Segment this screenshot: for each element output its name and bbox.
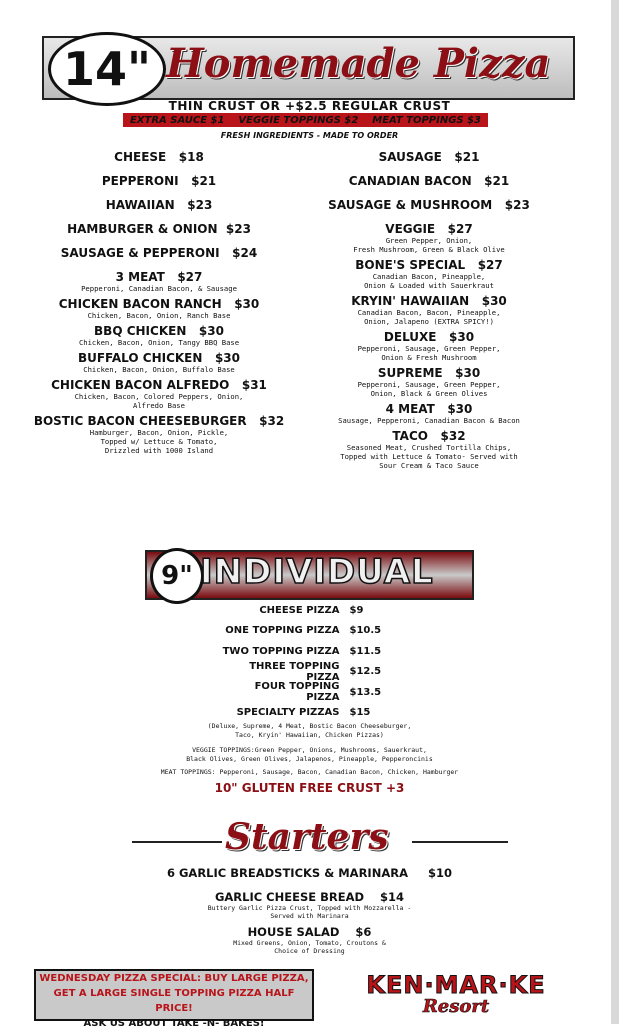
individual-item-name: ONE TOPPING PIZZA <box>225 625 340 637</box>
starters-list <box>0 866 619 960</box>
kenmarke-resort-logo <box>360 972 552 1016</box>
menu-item-name: CHICKEN BACON RANCH $30 <box>58 297 260 311</box>
menu-item-name: BONE'S SPECIAL $27 <box>355 258 503 272</box>
menu-item-name: CHICKEN BACON ALFREDO $31 <box>51 378 267 392</box>
menu-item-name: HAMBURGER & ONION $23 <box>67 222 251 236</box>
menu-item-description: Chicken, Bacon, Onion, Ranch Base <box>87 311 231 320</box>
menu-item-description: Hamburger, Bacon, Onion, Pickle, Topped w/ Lettuce & Tomato, Drizzled with 1000 Island <box>89 428 229 455</box>
menu-item-name: BBQ CHICKEN $30 <box>94 324 224 338</box>
menu-item <box>14 150 304 164</box>
menu-item-name: HOUSE SALAD $6 <box>247 925 372 939</box>
meat-toppings-list: MEAT TOPPINGS: Pepperoni, Sausage, Bacon, Canadian Bacon, Chicken, Hamburger <box>160 768 459 776</box>
menu-item-description: Canadian Bacon, Bacon, Pineapple, Onion, Jalapeno (EXTRA SPICY!) <box>357 308 501 326</box>
menu-item-name: SAUSAGE & PEPPERONI $24 <box>60 246 258 260</box>
individual-title: INDIVIDUAL <box>200 552 434 592</box>
divider-left <box>132 841 222 843</box>
menu-item-name: TACO $32 <box>392 429 466 443</box>
menu-item <box>284 174 574 188</box>
menu-item <box>0 925 619 955</box>
menu-item-name: DELUXE $30 <box>383 330 475 344</box>
menu-item-description: Pepperoni, Canadian Bacon, & Sausage <box>81 284 237 293</box>
menu-item-name: CHEESE $18 <box>114 150 204 164</box>
menu-item <box>0 890 619 920</box>
menu-item <box>284 402 574 425</box>
menu-item <box>284 330 574 362</box>
menu-item <box>14 174 304 188</box>
menu-item <box>14 378 304 410</box>
menu-item-description: Pepperoni, Sausage, Green Pepper, Onion, Black & Green Olives <box>357 380 501 398</box>
menu-item-description: Buttery Garlic Pizza Crust, Topped with Mozzarella - Served with Marinara <box>207 904 412 920</box>
fresh-ingredients-note: FRESH INGREDIENTS - MADE TO ORDER <box>220 131 399 140</box>
menu-item <box>14 270 304 293</box>
menu-item <box>0 866 619 880</box>
menu-item-description: Chicken, Bacon, Onion, Buffalo Base <box>83 365 235 374</box>
menu-item <box>14 324 304 347</box>
right-pizza-column <box>284 150 574 474</box>
individual-item-name: SPECIALTY PIZZAS <box>236 707 340 719</box>
menu-item <box>14 198 304 212</box>
menu-item-name: HAWAIIAN $23 <box>105 198 213 212</box>
individual-price-row <box>0 703 619 724</box>
menu-item <box>14 297 304 320</box>
individual-price-row <box>0 600 619 621</box>
menu-item-description: Chicken, Bacon, Colored Peppers, Onion, Alfredo Base <box>74 392 244 410</box>
logo-bottom-text: Resort <box>422 996 490 1017</box>
individual-item-name: THREE TOPPING PIZZA <box>249 660 340 683</box>
menu-item <box>284 294 574 326</box>
menu-item-name: SAUSAGE & MUSHROOM $23 <box>328 198 530 212</box>
individual-item-price: $13.5 <box>349 686 382 698</box>
menu-item <box>14 222 304 236</box>
take-n-bake-line: ASK US ABOUT TAKE -N- BAKES! <box>83 1018 265 1029</box>
crust-options: THIN CRUST OR +$2.5 REGULAR CRUST <box>168 99 451 113</box>
menu-item <box>14 351 304 374</box>
size-badge-14: 14" <box>48 32 166 106</box>
special-line-1: WEDNESDAY PIZZA SPECIAL: BUY LARGE PIZZA, <box>39 973 309 984</box>
individual-item-name: TWO TOPPING PIZZA <box>222 645 340 657</box>
individual-item-name: FOUR TOPPING PIZZA <box>254 681 340 704</box>
menu-item <box>14 414 304 455</box>
menu-item-name: PEPPERONI $21 <box>101 174 217 188</box>
individual-price-row <box>0 641 619 662</box>
menu-item <box>284 366 574 398</box>
menu-item-name: SAUSAGE $21 <box>378 150 480 164</box>
menu-item-name: CANADIAN BACON $21 <box>348 174 510 188</box>
individual-item-price: $10.5 <box>349 625 382 637</box>
left-pizza-column <box>14 150 304 459</box>
specialty-note: (Deluxe, Supreme, 4 Meat, Bostic Bacon Cheeseburger, Taco, Kryin' Hawaiian, Chicken Pizzas) <box>207 722 412 739</box>
individual-item-price: $15 <box>349 707 371 719</box>
individual-price-list <box>0 600 619 723</box>
menu-item-name: 3 MEAT $27 <box>115 270 203 284</box>
menu-item-description: Green Pepper, Onion, Fresh Mushroom, Green & Black Olive <box>353 236 505 254</box>
menu-item-description: Sausage, Pepperoni, Canadian Bacon & Bacon <box>338 416 520 425</box>
menu-item <box>284 258 574 290</box>
divider-right <box>412 841 508 843</box>
menu-item-name: SUPREME $30 <box>377 366 481 380</box>
menu-item-name: BUFFALO CHICKEN $30 <box>77 351 241 365</box>
individual-item-name: CHEESE PIZZA <box>259 604 340 616</box>
menu-item <box>14 246 304 260</box>
addon-veggie-toppings: VEGGIE TOPPINGS $2 <box>238 114 359 126</box>
individual-price-row <box>0 621 619 642</box>
menu-item <box>284 198 574 212</box>
special-line-2: GET A LARGE SINGLE TOPPING PIZZA HALF PRICE! <box>53 988 295 1014</box>
starters-title: Starters <box>225 816 389 858</box>
menu-item <box>284 222 574 254</box>
menu-item-name: 6 GARLIC BREADSTICKS & MARINARA $10 <box>166 866 453 880</box>
menu-item-description: Seasoned Meat, Crushed Tortilla Chips, Topped with Lettuce & Tomato- Served with Sour Cream & Taco Sauce <box>340 443 518 470</box>
wednesday-special-box <box>34 969 314 1029</box>
menu-item-name: 4 MEAT $30 <box>385 402 473 416</box>
menu-item <box>284 429 574 470</box>
menu-item <box>284 150 574 164</box>
menu-item-name: VEGGIE $27 <box>385 222 473 236</box>
individual-item-price: $9 <box>349 604 364 616</box>
addon-meat-toppings: MEAT TOPPINGS $3 <box>372 114 481 126</box>
menu-item-description: Mixed Greens, Onion, Tomato, Croutons & Choice of Dressing <box>233 939 386 955</box>
menu-item-name: KRYIN' HAWAIIAN $30 <box>351 294 507 308</box>
individual-price-row <box>0 682 619 703</box>
veggie-toppings-list: VEGGIE TOPPINGS:Green Pepper, Onions, Mushrooms, Sauerkraut, Black Olives, Green Olives, Jalapenos, Pineapple, Pepperoncinis <box>186 746 433 763</box>
addon-bar <box>123 113 488 127</box>
individual-item-price: $11.5 <box>349 645 382 657</box>
menu-item-description: Pepperoni, Sausage, Green Pepper, Onion & Fresh Mushroom <box>357 344 501 362</box>
logo-top-text: KEN·MAR·KE <box>366 971 546 999</box>
individual-item-price: $12.5 <box>349 666 382 678</box>
size-badge-9: 9" <box>150 548 204 604</box>
menu-item-name: GARLIC CHEESE BREAD $14 <box>214 890 405 904</box>
menu-item-description: Chicken, Bacon, Onion, Tangy BBQ Base <box>78 338 240 347</box>
menu-item-name: BOSTIC BACON CHEESEBURGER $32 <box>33 414 285 428</box>
addon-extra-sauce: EXTRA SAUCE $1 <box>129 114 225 126</box>
gluten-free-note: 10" GLUTEN FREE CRUST +3 <box>214 781 405 795</box>
individual-price-row <box>0 662 619 683</box>
menu-item-description: Canadian Bacon, Pineapple, Onion & Loaded with Sauerkraut <box>364 272 494 290</box>
menu-title: Homemade Pizza <box>166 40 551 87</box>
